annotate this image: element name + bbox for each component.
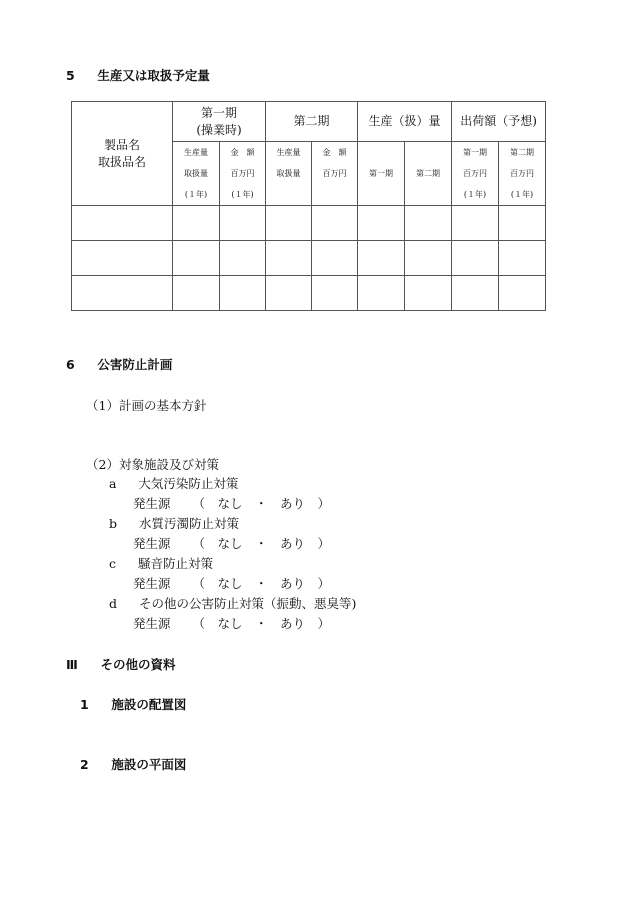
subheader-line: 取扱量 xyxy=(276,169,301,178)
subheader-line: 百万円 xyxy=(322,169,347,178)
table-cell[interactable] xyxy=(220,276,266,311)
shipment-period-1-subheader xyxy=(452,142,499,206)
measure-label: 水質汚濁防止対策 xyxy=(138,516,239,531)
table-cell[interactable] xyxy=(220,206,266,241)
table-cell[interactable] xyxy=(358,276,405,311)
measure-letter: b xyxy=(109,516,118,531)
shipment-period-2-subheader xyxy=(499,142,546,206)
target-facilities-item: （2）対象施設及び対策 xyxy=(86,457,219,472)
measure-label: 騒音防止対策 xyxy=(137,556,213,571)
section-iii-number: Ⅲ xyxy=(66,657,78,672)
table-cell[interactable] xyxy=(220,241,266,276)
section-iii-heading xyxy=(66,655,176,673)
table-cell[interactable] xyxy=(266,206,312,241)
item-number: 1 xyxy=(80,697,89,712)
production-volume-header: 生産（扱）量 xyxy=(358,102,452,142)
section-5-heading xyxy=(66,66,210,84)
measure-a xyxy=(109,474,238,492)
section-5-number: 5 xyxy=(66,68,75,83)
source-b xyxy=(133,534,330,552)
table-cell[interactable] xyxy=(173,276,220,311)
p1-quantity-subheader xyxy=(173,142,220,206)
table-cell[interactable] xyxy=(173,241,220,276)
section-5-title: 生産又は取扱予定量 xyxy=(97,68,210,83)
source-a xyxy=(133,494,330,512)
table-row xyxy=(72,241,546,276)
table-cell[interactable] xyxy=(72,276,173,311)
source-label: 発生源 xyxy=(133,536,171,551)
source-options[interactable]: （ なし ・ あり ） xyxy=(192,496,330,511)
section-iii-title: その他の資料 xyxy=(100,657,176,672)
table-cell[interactable] xyxy=(72,241,173,276)
source-options[interactable]: （ なし ・ あり ） xyxy=(192,616,330,631)
measure-label: その他の公害防止対策（振動、悪臭等) xyxy=(138,596,357,611)
table-cell[interactable] xyxy=(312,276,358,311)
measure-b xyxy=(109,514,239,532)
floor-plan-item xyxy=(80,755,186,773)
subheader-line: (１年) xyxy=(231,190,254,199)
subheader-line: 金 額 xyxy=(322,148,347,157)
volume-period-1-subheader: 第一期 xyxy=(358,142,405,206)
section-6-title: 公害防止計画 xyxy=(97,357,173,372)
table-cell[interactable] xyxy=(358,241,405,276)
measure-label: 大気汚染防止対策 xyxy=(138,476,239,491)
measure-letter: c xyxy=(109,556,117,571)
table-cell[interactable] xyxy=(405,241,452,276)
layout-drawing-item xyxy=(80,695,186,713)
section-6-heading xyxy=(66,355,172,373)
p2-amount-subheader xyxy=(312,142,358,206)
production-table xyxy=(71,101,546,311)
table-cell[interactable] xyxy=(72,206,173,241)
subheader-line: 第一期 xyxy=(463,148,488,157)
subheader-line: 百万円 xyxy=(230,169,255,178)
period-1-subtitle: (操業時) xyxy=(196,122,242,137)
source-c xyxy=(133,574,330,592)
item-label: 施設の平面図 xyxy=(111,757,187,772)
table-cell[interactable] xyxy=(499,206,546,241)
p1-amount-subheader xyxy=(220,142,266,206)
subheader-line: (１年) xyxy=(463,190,487,199)
table-cell[interactable] xyxy=(312,206,358,241)
basic-policy-item: （1）計画の基本方針 xyxy=(86,398,207,413)
table-cell[interactable] xyxy=(266,276,312,311)
table-cell[interactable] xyxy=(499,241,546,276)
source-label: 発生源 xyxy=(133,616,171,631)
source-d xyxy=(133,614,330,632)
subheader-line: 生産量 xyxy=(184,148,208,157)
subheader-line: 金 額 xyxy=(230,148,255,157)
section-6-number: 6 xyxy=(66,357,75,372)
table-cell[interactable] xyxy=(452,241,499,276)
subheader-line: 百万円 xyxy=(510,169,535,178)
subheader-line: (１年) xyxy=(184,190,208,199)
measure-letter: a xyxy=(109,476,117,491)
period-2-header: 第二期 xyxy=(266,102,358,142)
product-name-header: 製品名 取扱品名 xyxy=(72,102,173,206)
table-cell[interactable] xyxy=(452,206,499,241)
measure-c xyxy=(109,554,213,572)
source-label: 発生源 xyxy=(133,576,171,591)
table-cell[interactable] xyxy=(312,241,358,276)
volume-period-2-subheader: 第二期 xyxy=(405,142,452,206)
table-cell[interactable] xyxy=(499,276,546,311)
p2-quantity-subheader xyxy=(266,142,312,206)
source-label: 発生源 xyxy=(133,496,171,511)
period-1-header xyxy=(173,102,266,142)
table-row xyxy=(72,276,546,311)
subheader-line: 取扱量 xyxy=(184,169,208,178)
table-cell[interactable] xyxy=(405,206,452,241)
measure-d xyxy=(109,594,356,612)
subheader-line: 百万円 xyxy=(463,169,488,178)
source-options[interactable]: （ なし ・ あり ） xyxy=(192,536,330,551)
table-row xyxy=(72,206,546,241)
item-label: 施設の配置図 xyxy=(111,697,187,712)
measure-letter: d xyxy=(109,596,118,611)
item-number: 2 xyxy=(80,757,89,772)
shipment-value-header: 出荷額（予想) xyxy=(452,102,546,142)
table-cell[interactable] xyxy=(173,206,220,241)
table-cell[interactable] xyxy=(405,276,452,311)
subheader-line: 第二期 xyxy=(510,148,535,157)
period-1-title: 第一期 xyxy=(200,106,237,121)
table-cell[interactable] xyxy=(452,276,499,311)
subheader-line: (１年) xyxy=(510,190,534,199)
source-options[interactable]: （ なし ・ あり ） xyxy=(192,576,330,591)
subheader-line: 生産量 xyxy=(276,148,301,157)
table-cell[interactable] xyxy=(266,241,312,276)
table-cell[interactable] xyxy=(358,206,405,241)
